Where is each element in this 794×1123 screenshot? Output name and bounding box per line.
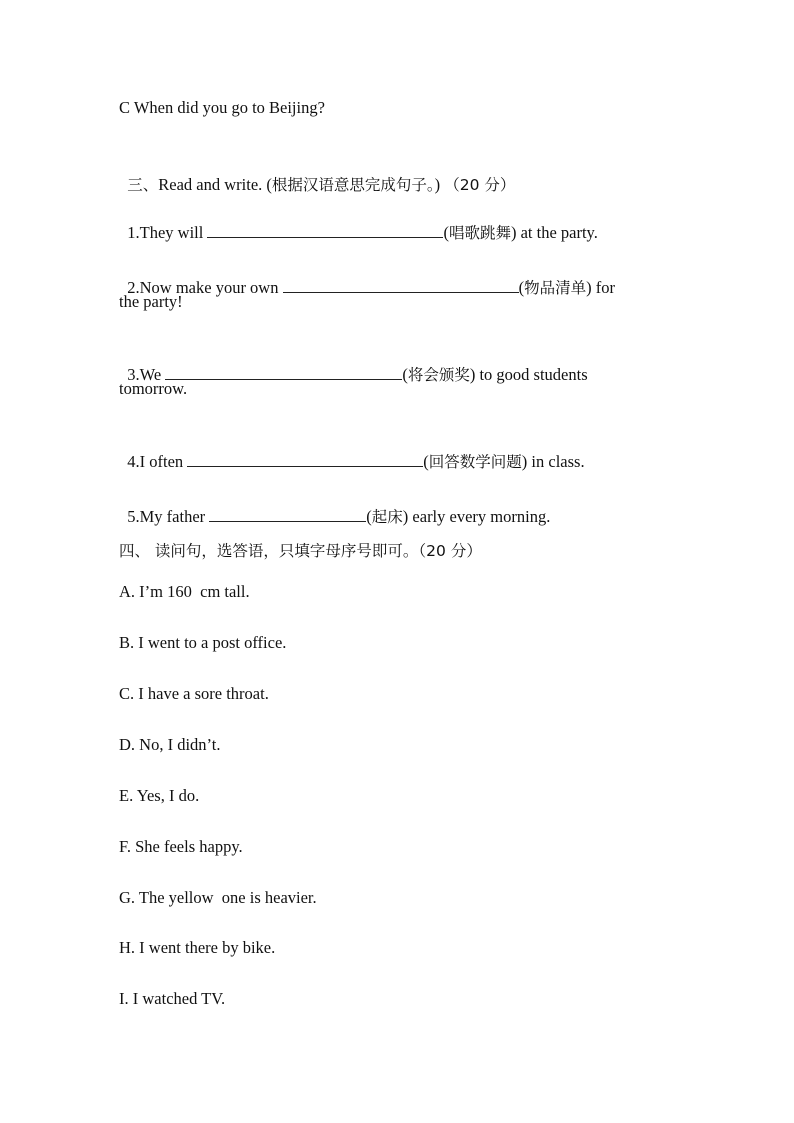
answer-option-h: H. I went there by bike.: [119, 938, 276, 957]
question-2-hint: 物品清单: [524, 279, 587, 297]
answer-option-e: E. Yes, I do.: [119, 786, 200, 805]
question-3-tail: ) to good students: [469, 365, 588, 384]
section-3-score: （20 分）: [444, 176, 516, 194]
answer-blank-1[interactable]: [207, 222, 443, 238]
question-4-paren: (: [423, 452, 429, 471]
question-3-hint: 将会颁奖: [407, 366, 470, 384]
question-1: [119, 202, 598, 243]
question-3-text: 3.We: [127, 365, 166, 384]
question-5-tail: ) early every morning.: [402, 507, 551, 526]
answer-option-d: D. No, I didn’t.: [119, 735, 221, 754]
question-1-tail: ) at the party.: [510, 223, 598, 242]
section-3-heading: [119, 155, 515, 195]
question-5-hint: 起床: [371, 508, 403, 526]
question-1-paren: (: [443, 223, 449, 242]
answer-option-i: I. I watched TV.: [119, 989, 226, 1008]
answer-option-c: C. I have a sore throat.: [119, 684, 269, 703]
question-1-text: 1.They will: [127, 223, 208, 242]
section-3-title-cn: 根据汉语意思完成句子。: [271, 176, 435, 194]
question-5-text: 5.My father: [127, 507, 210, 526]
answer-option-f: F. She feels happy.: [119, 837, 243, 856]
section-3-number: 三、: [127, 176, 159, 194]
question-3: [119, 344, 588, 385]
answer-option-g: G. The yellow one is heavier.: [119, 888, 317, 907]
answer-blank-4[interactable]: [187, 451, 423, 467]
section-4-heading: 四、 读问句，选答语，只填字母序号即可。（20 分）: [119, 542, 482, 560]
section-3-title-close: ): [434, 175, 445, 194]
question-5: [119, 486, 550, 527]
question-1-hint: 唱歌跳舞: [448, 224, 511, 242]
question-3-paren: (: [402, 365, 408, 384]
answer-option-b: B. I went to a post office.: [119, 633, 287, 652]
answer-blank-5[interactable]: [209, 506, 366, 522]
question-4-text: 4.I often: [127, 452, 188, 471]
question-2-tail: ) for: [586, 278, 615, 297]
question-5-paren: (: [366, 507, 372, 526]
answer-blank-2[interactable]: [283, 277, 519, 293]
question-4: [119, 431, 585, 472]
question-4-tail: ) in class.: [521, 452, 585, 471]
answer-blank-3[interactable]: [165, 364, 402, 380]
question-4-hint: 回答数学问题: [428, 453, 522, 471]
answer-option-a: A. I’m 160 cm tall.: [119, 582, 250, 601]
question-2-paren: (: [518, 278, 525, 297]
question-2-continuation: the party!: [119, 292, 183, 311]
question-2-text: 2.Now make your own: [127, 278, 283, 297]
question-3-continuation: tomorrow.: [119, 379, 188, 398]
section-3-title-en: Read and write. (: [158, 175, 272, 194]
question-2: [119, 257, 615, 298]
option-c: C When did you go to Beijing?: [119, 98, 325, 117]
